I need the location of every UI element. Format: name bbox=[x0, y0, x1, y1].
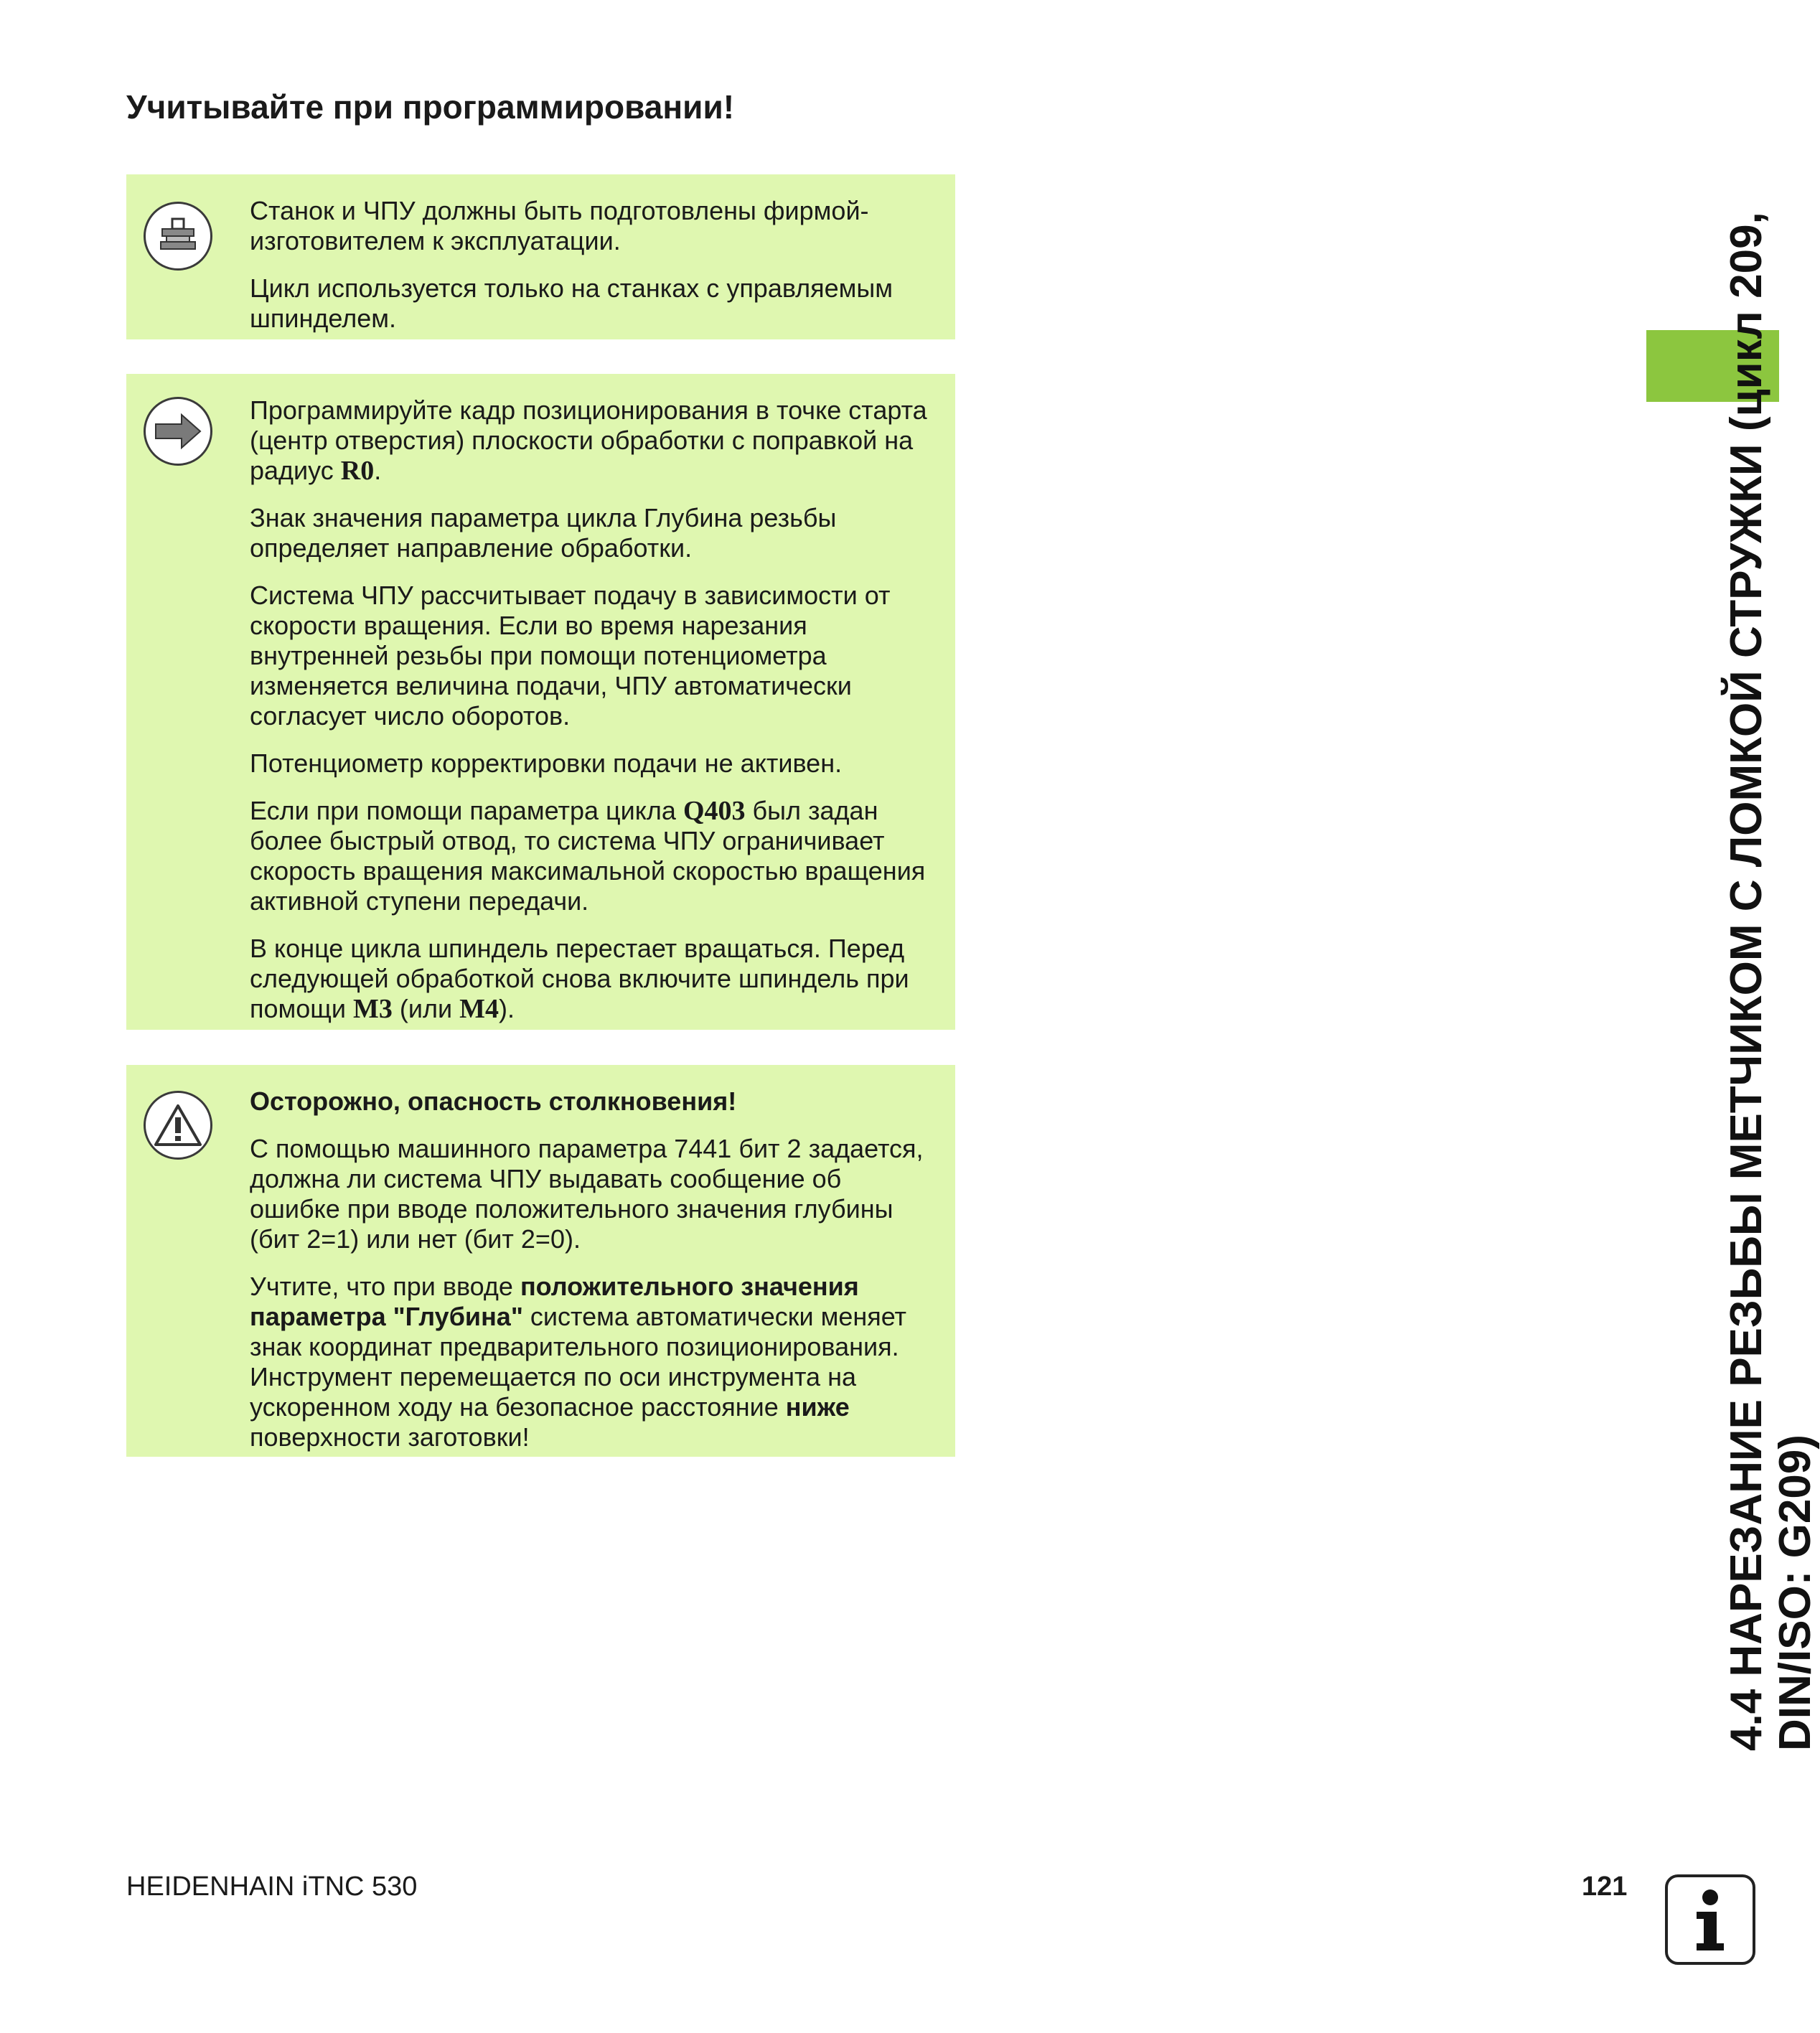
warning-title: Осторожно, опасность столкновения! bbox=[250, 1086, 737, 1116]
note-text: Станок и ЧПУ должны быть подготовлены фирмой-изготовителем к эксплуатации. bbox=[250, 196, 869, 255]
text-run: система автоматически меняет знак координат предварительного позиционирования. Инструмент перемещается по оси инструмента на ускоренном ходу на безопасное расстояние bbox=[250, 1302, 907, 1422]
text-run: поверхности заготовки! bbox=[250, 1422, 530, 1452]
text-run: Учтите, что при вводе bbox=[250, 1272, 520, 1301]
bold-text: положительного значения параметра "Глубина" bbox=[250, 1272, 859, 1331]
note-text bbox=[250, 796, 934, 916]
note-text bbox=[250, 934, 934, 1024]
machine-icon bbox=[144, 202, 212, 271]
text-run: Программируйте кадр позиционирования в точке старта (центр отверстия) плоскости обработки с поправкой на радиус bbox=[250, 395, 927, 485]
machine-note bbox=[126, 174, 955, 339]
chapter-side-title: 4.4 НАРЕЗАНИЕ РЕЗЬБЫ МЕТЧИКОМ С ЛОМКОЙ СТРУЖКИ (цикл 209, DIN/ISO: G209) bbox=[1722, 212, 1820, 1751]
info-icon bbox=[1665, 1874, 1755, 1965]
code-text: R0 bbox=[340, 456, 375, 486]
section-heading: Учитывайте при программировании! bbox=[126, 88, 735, 126]
text-run: В конце цикла шпиндель перестает вращаться. Перед следующей обработкой снова включите шпиндель при помощи bbox=[250, 934, 909, 1023]
text-run: . bbox=[374, 456, 382, 485]
collision-warning-note bbox=[126, 1065, 955, 1457]
bold-text: ниже bbox=[785, 1392, 850, 1422]
note-text: Цикл используется только на станках с управляемым шпинделем. bbox=[250, 273, 893, 333]
text-run: ). bbox=[499, 994, 515, 1023]
page-number: 121 bbox=[1582, 1872, 1628, 1902]
text-run: был задан более быстрый отвод, то система ЧПУ ограничивает скорость вращения максимальной скоростью вращения активной ступени передачи. bbox=[250, 796, 926, 916]
note-text: Потенциометр корректировки подачи не активен. bbox=[250, 748, 843, 778]
note-text: С помощью машинного параметра 7441 бит 2 задается, должна ли система ЧПУ выдавать сообщение об ошибке при вводе положительного значения глубины (бит 2=1) или нет (бит 2=0). bbox=[250, 1134, 924, 1254]
note-text: Знак значения параметра цикла Глубина резьбы определяет направление обработки. bbox=[250, 503, 837, 563]
footer-product: HEIDENHAIN iTNC 530 bbox=[126, 1872, 418, 1902]
code-text: M3 bbox=[353, 994, 393, 1024]
code-text: M4 bbox=[459, 994, 499, 1024]
note-text bbox=[250, 395, 934, 486]
code-text: Q403 bbox=[682, 796, 746, 826]
arrow-right-icon bbox=[144, 397, 212, 466]
text-run: (или bbox=[392, 994, 460, 1023]
text-run: Если при помощи параметра цикла bbox=[250, 796, 683, 825]
programming-note bbox=[126, 374, 955, 1030]
note-text bbox=[250, 1272, 934, 1452]
warning-icon bbox=[144, 1091, 212, 1160]
note-text: Система ЧПУ рассчитывает подачу в зависимости от скорости вращения. Если во время нарезания внутренней резьбы при помощи потенциометра изменяется величина подачи, ЧПУ автоматически согласует число оборотов. bbox=[250, 581, 891, 731]
